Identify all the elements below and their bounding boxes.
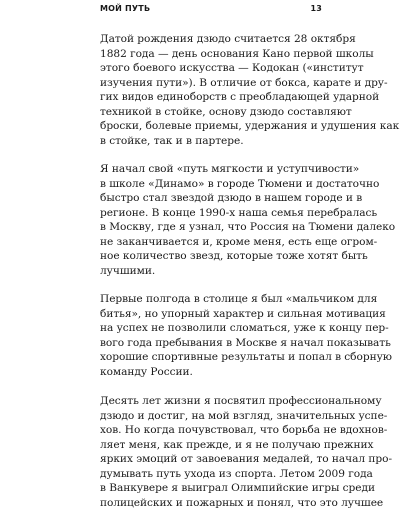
text-line: на успех не позволили сломаться, уже к концу пер-	[100, 321, 322, 336]
text-line: в Ванкувере я выиграл Олимпийские игры среди	[100, 481, 322, 496]
text-line: Первые полгода в столице я был «мальчиком для	[100, 292, 322, 307]
text-line: Датой рождения дзюдо считается 28 октября	[100, 32, 322, 47]
text-line: регионе. В конце 1990-х наша семья перебралась	[100, 206, 322, 221]
text-line: дзюдо и достиг, на мой взгляд, значительных успе-	[100, 409, 322, 424]
text-line: хов. Но когда почувствовал, что борьба не вдохнов-	[100, 423, 322, 438]
text-line: лучшими.	[100, 264, 322, 279]
text-line: гих видов единоборств с преобладающей ударной	[100, 90, 322, 105]
paragraph	[100, 162, 322, 278]
paragraph	[100, 32, 322, 148]
text-line: битья», но упорный характер и сильная мотивация	[100, 307, 322, 322]
text-line: Десять лет жизни я посвятил профессиональному	[100, 394, 322, 409]
running-header	[100, 4, 322, 16]
text-line: в стойке, так и в партере.	[100, 134, 322, 149]
page-number: 13	[310, 4, 322, 13]
text-line: быстро стал звездой дзюдо в нашем городе и в	[100, 191, 322, 206]
text-line: ляет меня, как прежде, и я не получаю прежних	[100, 438, 322, 453]
text-line: полицейских и пожарных и понял, что это лучшее	[100, 496, 322, 510]
text-line: думывать путь ухода из спорта. Летом 2009 года	[100, 467, 322, 482]
text-line: этого боевого искусства — Кодокан («институт	[100, 61, 322, 76]
text-line: в Москву, где я узнал, что Россия на Тюмени далеко	[100, 220, 322, 235]
paragraph	[100, 394, 322, 510]
text-line: техникой в стойке, основу дзюдо составляют	[100, 105, 322, 120]
text-line: вого года пребывания в Москве я начал показывать	[100, 336, 322, 351]
text-line: ярких эмоций от завоевания медалей, то начал про-	[100, 452, 322, 467]
text-line: Я начал свой «путь мягкости и уступчивости»	[100, 162, 322, 177]
text-line: ное количество звезд, которые тоже хотят быть	[100, 249, 322, 264]
text-line: изучения пути»). В отличие от бокса, карате и дру-	[100, 76, 322, 91]
paragraph	[100, 292, 322, 379]
chapter-title: МОЙ ПУТЬ	[100, 4, 150, 13]
text-line: команду России.	[100, 365, 322, 380]
body-text	[100, 32, 322, 510]
text-line: хорошие спортивные результаты и попал в сборную	[100, 350, 322, 365]
text-line: в школе «Динамо» в городе Тюмени и достаточно	[100, 177, 322, 192]
text-line: 1882 года — день основания Кано первой школы	[100, 47, 322, 62]
text-line: не заканчивается и, кроме меня, есть еще огром-	[100, 235, 322, 250]
text-line: броски, болевые приемы, удержания и удушения как	[100, 119, 322, 134]
